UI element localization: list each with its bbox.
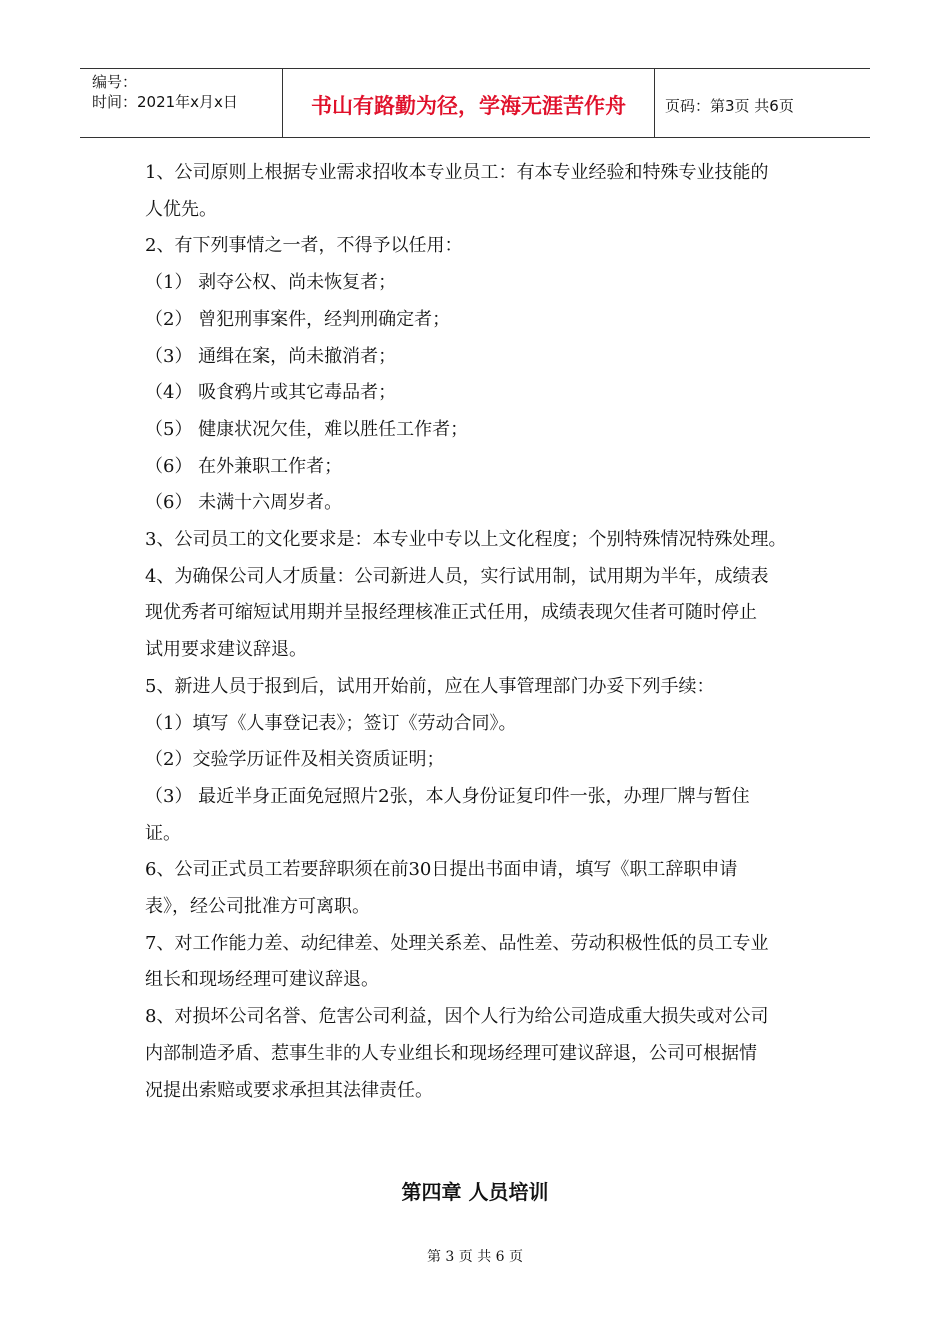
body-line: 5、新进人员于报到后，试用开始前，应在人事管理部门办妥下列手续：	[145, 675, 715, 697]
page-footer: 第 3 页 共 6 页	[426, 1249, 524, 1265]
body-line: 况提出索赔或要求承担其法律责任。	[145, 1079, 433, 1101]
chapter-title: 第四章 人员培训	[401, 1180, 549, 1204]
document-date: 时间：2021年x月x日	[92, 93, 238, 111]
body-line: 内部制造矛盾、惹事生非的人专业组长和现场经理可建议辞退，公司可根据情	[145, 1042, 757, 1064]
body-line: （6） 未满十六周岁者。	[145, 492, 343, 514]
document-body	[145, 155, 815, 1109]
body-line: 7、对工作能力差、动纪律差、处理关系差、品性差、劳动积极性低的员工专业	[145, 932, 769, 954]
header-page-info: 页码：第3页 共6页	[665, 96, 794, 115]
body-line: 4、为确保公司人才质量：公司新进人员，实行试用制，试用期为半年，成绩表	[145, 565, 769, 587]
body-line: 证。	[145, 822, 181, 844]
body-line: 2、有下列事情之一者，不得予以任用：	[145, 235, 463, 257]
body-line: （3） 最近半身正面免冠照片2张，本人身份证复印件一张，办理厂牌与暂住	[145, 785, 750, 807]
document-number-label: 编号：	[92, 73, 138, 91]
body-line: 人优先。	[145, 198, 217, 220]
body-line: 试用要求建议辞退。	[145, 639, 307, 661]
body-line: （2） 曾犯刑事案件，经判刑确定者；	[145, 308, 451, 330]
body-line: （1）填写《人事登记表》；签订《劳动合同》。	[145, 712, 517, 734]
body-line: 6、公司正式员工若要辞职须在前30日提出书面申请，填写《职工辞职申请	[145, 859, 738, 881]
body-line: 1、公司原则上根据专业需求招收本专业员工：有本专业经验和特殊专业技能的	[145, 162, 769, 183]
body-line: （4） 吸食鸦片或其它毒品者；	[145, 382, 397, 404]
body-line: 组长和现场经理可建议辞退。	[145, 969, 379, 991]
header-meta	[80, 69, 283, 137]
body-line: 表》，经公司批准方可离职。	[145, 896, 370, 918]
body-line: 现优秀者可缩短试用期并呈报经理核准正式任用，成绩表现欠佳者可随时停止	[145, 602, 757, 624]
body-line: （2）交验学历证件及相关资质证明；	[145, 749, 445, 771]
body-line: （6） 在外兼职工作者；	[145, 455, 343, 477]
header-motto: 书山有路勤为径，学海无涯苦作舟	[283, 69, 655, 137]
body-line: 8、对损坏公司名誉、危害公司利益，因个人行为给公司造成重大损失或对公司	[145, 1006, 769, 1028]
body-line: （3） 通缉在案，尚未撤消者；	[145, 345, 397, 367]
document-header	[80, 68, 870, 138]
body-line: （5） 健康状况欠佳，难以胜任工作者；	[145, 418, 469, 440]
body-line: 3、公司员工的文化要求是：本专业中专以上文化程度；个别特殊情况特殊处理。	[145, 529, 787, 551]
body-line: （1） 剥夺公权、尚未恢复者；	[145, 272, 397, 294]
